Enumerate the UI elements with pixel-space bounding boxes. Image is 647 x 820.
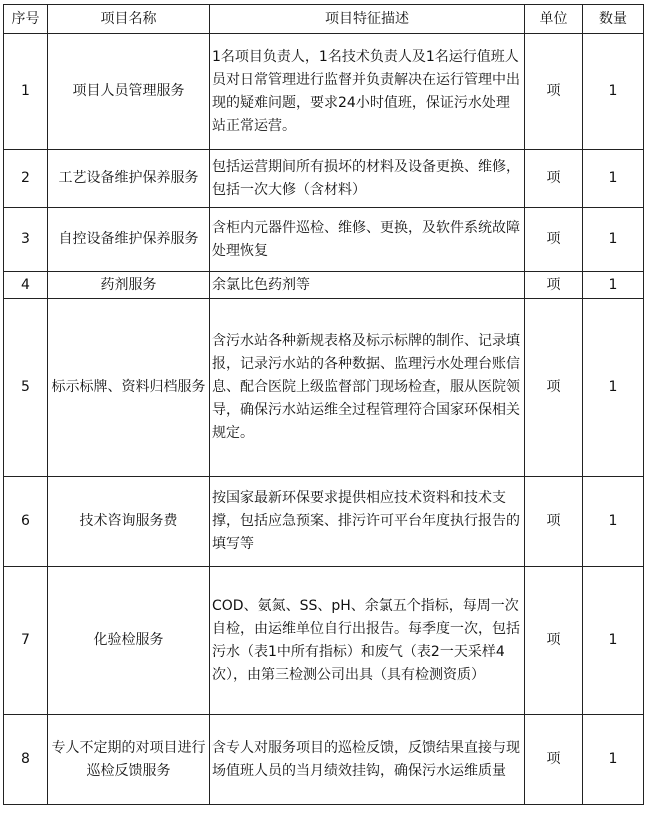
header-row bbox=[4, 5, 644, 34]
table-row bbox=[4, 567, 644, 715]
cell-unit: 项 bbox=[525, 208, 583, 272]
cell-unit: 项 bbox=[525, 715, 583, 805]
header-qty: 数量 bbox=[583, 5, 644, 34]
header-desc: 项目特征描述 bbox=[210, 5, 525, 34]
header-unit: 单位 bbox=[525, 5, 583, 34]
cell-seq: 3 bbox=[4, 208, 48, 272]
cell-desc: 包括运营期间所有损坏的材料及设备更换、维修，包括一次大修（含材料） bbox=[210, 150, 525, 208]
cell-unit: 项 bbox=[525, 477, 583, 567]
cell-desc: 含污水站各种新规表格及标示标牌的制作、记录填报，记录污水站的各种数据、监理污水处理台账信息、配合医院上级监督部门现场检查，服从医院领导，确保污水站运维全过程管理符合国家环保相关规定。 bbox=[210, 299, 525, 477]
table-row bbox=[4, 299, 644, 477]
cell-qty: 1 bbox=[583, 477, 644, 567]
cell-seq: 8 bbox=[4, 715, 48, 805]
cell-name: 药剂服务 bbox=[48, 272, 210, 299]
cell-seq: 7 bbox=[4, 567, 48, 715]
cell-qty: 1 bbox=[583, 567, 644, 715]
cell-seq: 6 bbox=[4, 477, 48, 567]
cell-desc: COD、氨氮、SS、pH、余氯五个指标，每周一次自检，由运维单位自行出报告。每季度一次，包括污水（表1中所有指标）和废气（表2一天采样4次），由第三检测公司出具（具有检测资质） bbox=[210, 567, 525, 715]
cell-seq: 5 bbox=[4, 299, 48, 477]
cell-seq: 4 bbox=[4, 272, 48, 299]
cell-qty: 1 bbox=[583, 34, 644, 150]
cell-qty: 1 bbox=[583, 272, 644, 299]
cell-name: 化验检服务 bbox=[48, 567, 210, 715]
table-row bbox=[4, 272, 644, 299]
cell-name: 自控设备维护保养服务 bbox=[48, 208, 210, 272]
cell-desc: 按国家最新环保要求提供相应技术资料和技术支撑，包括应急预案、排污许可平台年度执行报告的填写等 bbox=[210, 477, 525, 567]
service-items-table bbox=[3, 4, 644, 805]
cell-unit: 项 bbox=[525, 567, 583, 715]
table-row bbox=[4, 34, 644, 150]
table-header bbox=[4, 5, 644, 34]
cell-qty: 1 bbox=[583, 150, 644, 208]
cell-desc: 1名项目负责人，1名技术负责人及1名运行值班人员对日常管理进行监督并负责解决在运行管理中出现的疑难问题，要求24小时值班，保证污水处理站正常运营。 bbox=[210, 34, 525, 150]
cell-desc: 含柜内元器件巡检、维修、更换，及软件系统故障处理恢复 bbox=[210, 208, 525, 272]
header-name: 项目名称 bbox=[48, 5, 210, 34]
cell-unit: 项 bbox=[525, 299, 583, 477]
cell-name: 工艺设备维护保养服务 bbox=[48, 150, 210, 208]
cell-name: 技术咨询服务费 bbox=[48, 477, 210, 567]
cell-qty: 1 bbox=[583, 208, 644, 272]
cell-unit: 项 bbox=[525, 150, 583, 208]
cell-seq: 2 bbox=[4, 150, 48, 208]
cell-qty: 1 bbox=[583, 299, 644, 477]
table-row bbox=[4, 208, 644, 272]
cell-name: 标示标牌、资料归档服务 bbox=[48, 299, 210, 477]
cell-unit: 项 bbox=[525, 34, 583, 150]
cell-desc: 含专人对服务项目的巡检反馈，反馈结果直接与现场值班人员的当月绩效挂钩，确保污水运维质量 bbox=[210, 715, 525, 805]
cell-qty: 1 bbox=[583, 715, 644, 805]
table-row bbox=[4, 477, 644, 567]
table-row bbox=[4, 715, 644, 805]
table-body bbox=[4, 34, 644, 805]
cell-desc: 余氯比色药剂等 bbox=[210, 272, 525, 299]
cell-name: 项目人员管理服务 bbox=[48, 34, 210, 150]
cell-seq: 1 bbox=[4, 34, 48, 150]
table-row bbox=[4, 150, 644, 208]
cell-name: 专人不定期的对项目进行巡检反馈服务 bbox=[48, 715, 210, 805]
header-seq: 序号 bbox=[4, 5, 48, 34]
cell-unit: 项 bbox=[525, 272, 583, 299]
